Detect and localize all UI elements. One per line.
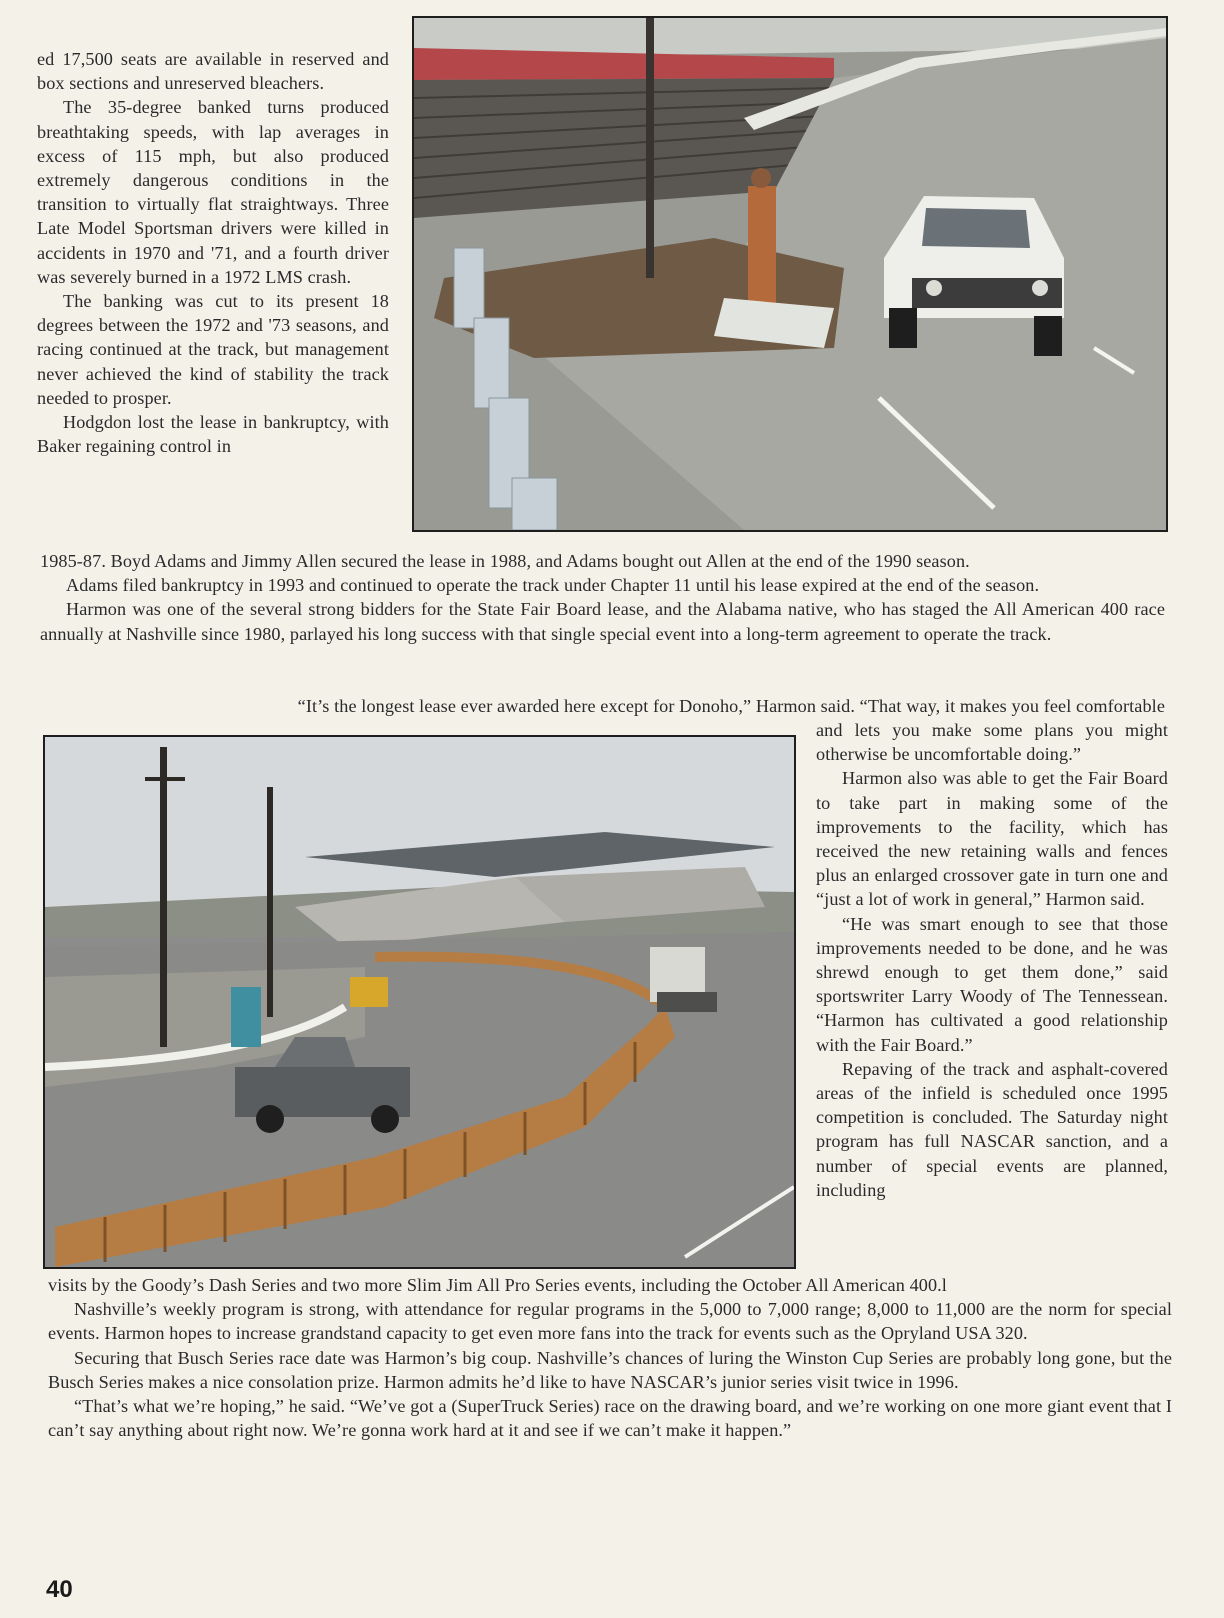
- paragraph: The 35-degree banked turns produced breathtaking speeds, with lap averages in excess of 115 mph, but also produced extremely dangerous conditions in the transition to virtually flat straightways. Three Late Model Sportsman drivers were killed in accidents in 1970 and '71, and a fourth driver was severely burned in a 1972 LMS crash.: [37, 97, 389, 287]
- photo-wall-demolition-image: [414, 18, 1166, 530]
- paragraph: Repaving of the track and asphalt-covered areas of the infield is scheduled once 1995 competition is concluded. The Saturday night program has full NASCAR sanction, and a number of special events are planned, including: [816, 1058, 1168, 1200]
- paragraph: Harmon also was able to get the Fair Board to take part in making some of the improvements to the facility, which has received the new retaining walls and fences plus an enlarged crossover gate in turn one and “just a lot of work in general,” Harmon said.: [816, 768, 1168, 910]
- text-column-right: [816, 718, 1168, 1202]
- paragraph: ed 17,500 seats are available in reserved and box sections and unreserved bleachers.: [37, 49, 389, 94]
- text-column-left: [37, 47, 389, 458]
- text-line-quote: [40, 694, 1165, 718]
- text-block-bottom: [48, 1273, 1172, 1442]
- paragraph: Harmon was one of the several strong bidders for the State Fair Board lease, and the Alabama native, who has staged the All American 400 race annually at Nashville since 1980, parlayed his long success with that single special event into a long-term agreement to operate the track.: [40, 599, 1165, 644]
- paragraph: and lets you make some plans you might otherwise be uncomfortable doing.”: [816, 720, 1168, 765]
- paragraph: 1985-87. Boyd Adams and Jimmy Allen secured the lease in 1988, and Adams bought out Allen at the end of the 1990 season.: [40, 551, 970, 571]
- photo-wall-demolition: [412, 16, 1168, 532]
- page-number: 40: [46, 1576, 73, 1603]
- paragraph: Adams filed bankruptcy in 1993 and continued to operate the track under Chapter 11 until his lease expired at the end of the season.: [66, 575, 1040, 596]
- paragraph: “He was smart enough to see that those improvements needed to be done, and he was shrewd enough to get them done,” said sportswriter Larry Woody of The Tennessean. “Harmon has cultivated a good relationship with the Fair Board.”: [816, 913, 1168, 1055]
- paragraph: visits by the Goody’s Dash Series and two more Slim Jim All Pro Series events, including the October All American 400.l: [48, 1275, 947, 1295]
- photo-track-construction: [43, 735, 796, 1269]
- paragraph: Securing that Busch Series race date was Harmon’s big coup. Nashville’s chances of luring the Winston Cup Series are probably long gone, but the Busch Series makes a nice consolation prize. Harmon admits he’d like to have NASCAR’s junior series visit twice in 1996.: [48, 1347, 1172, 1392]
- paragraph: The banking was cut to its present 18 degrees between the 1972 and '73 seasons, and racing continued at the track, but management never achieved the kind of stability the track needed to prosper.: [37, 291, 389, 408]
- paragraph: Hodgdon lost the lease in bankruptcy, with Baker regaining control in: [37, 412, 389, 457]
- paragraph: Nashville’s weekly program is strong, with attendance for regular programs in the 5,000 to 7,000 range; 8,000 to 11,000 are the norm for special events. Harmon hopes to increase grandstand capacity to get even more fans into the track for events such as the Opryland USA 320.: [48, 1299, 1172, 1344]
- photo-track-construction-image: [45, 737, 794, 1267]
- text-block-middle: [40, 549, 1165, 646]
- paragraph: “That’s what we’re hoping,” he said. “We’ve got a (SuperTruck Series) race on the drawing board, and we’re working on one more giant event that I can’t say anything about right now. We’re gonna work hard at it and see if we can’t make it happen.”: [48, 1396, 1172, 1441]
- paragraph: “It’s the longest lease ever awarded here except for Donoho,” Harmon said. “That way, it makes you feel comfortable: [297, 696, 1165, 716]
